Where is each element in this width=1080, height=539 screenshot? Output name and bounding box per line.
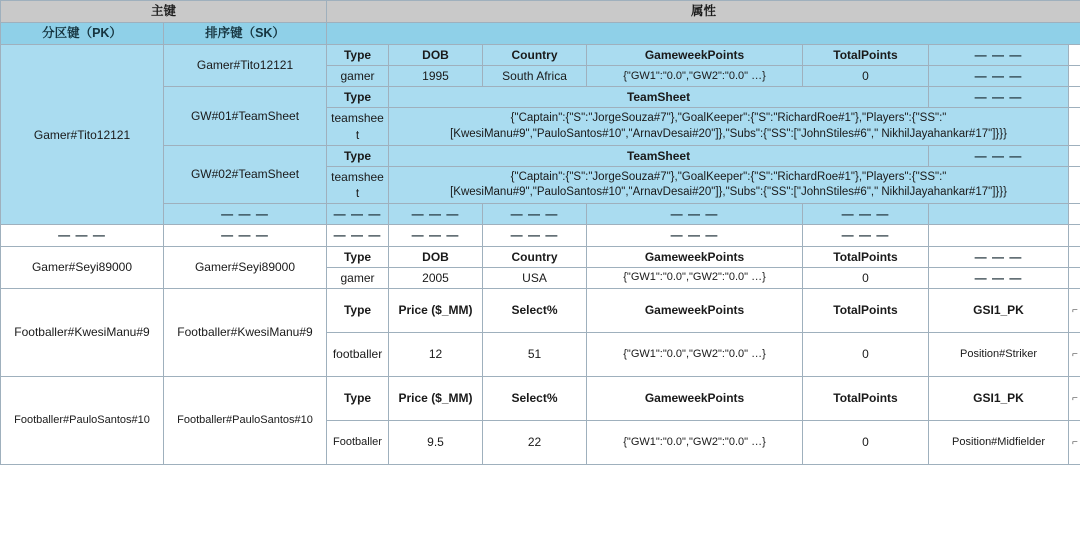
row-overflow-indicator: ⌐ [1069, 421, 1080, 465]
cell-dots: — — — [164, 225, 327, 246]
attr-header-country: Country [483, 246, 587, 267]
attr-header-type: Type [327, 246, 389, 267]
table-row [1, 289, 1080, 333]
item-partition-key-kwesi: Footballer#KwesiManu#9 [1, 289, 164, 377]
attr-header-gsi1-pk: GSI1_PK [929, 377, 1069, 421]
attr-value-type: gamer [327, 267, 389, 288]
attr-value-country: USA [483, 267, 587, 288]
row-overflow-indicator [1069, 204, 1080, 225]
attr-header-type: Type [327, 289, 389, 333]
attr-header-totalpoints: TotalPoints [803, 289, 929, 333]
cell-dots: — — — [164, 204, 327, 225]
attr-value-type: teamsheet [327, 108, 389, 145]
attr-header-dots: — — — [929, 246, 1069, 267]
attr-header-totalpoints: TotalPoints [803, 44, 929, 65]
cell-dots: — — — [389, 204, 483, 225]
attr-header-type: Type [327, 145, 389, 166]
attr-value-dob: 1995 [389, 65, 483, 86]
attr-header-teamsheet: TeamSheet [389, 87, 929, 108]
cell-dots: — — — [483, 225, 587, 246]
attr-value-teamsheet: {"Captain":{"S":"JorgeSouza#7"},"GoalKeeper":{"S":"RichardRoe#1"},"Players":{"SS":" [KwesiManu#9","PauloSantos#10","ArnavDesai#20"]},"Subs":{"SS":["JohnStiles#6"," NikhilJayahankar#17"]}}} [389, 166, 1069, 203]
attr-value-type: gamer [327, 65, 389, 86]
item-sort-key-kwesi: Footballer#KwesiManu#9 [164, 289, 327, 377]
row-overflow-indicator: ⌐ [1069, 377, 1080, 421]
attr-value-gameweekpoints: {"GW1":"0.0","GW2":"0.0" …} [587, 65, 803, 86]
row-overflow-indicator: ⌐ [1069, 333, 1080, 377]
attr-header-gsi1-pk: GSI1_PK [929, 289, 1069, 333]
cell-dots: — — — [389, 225, 483, 246]
attr-value-type: Footballer [327, 421, 389, 465]
table-row-separator [1, 225, 1080, 246]
cell-dots: — — — [327, 225, 389, 246]
item-sort-key-gw02: GW#02#TeamSheet [164, 145, 327, 204]
cell-dots: — — — [587, 204, 803, 225]
attr-value-price: 9.5 [389, 421, 483, 465]
header-attributes-sub [327, 22, 1080, 44]
row-overflow-indicator [1069, 44, 1080, 65]
attr-value-type: teamsheet [327, 166, 389, 203]
attr-value-country: South Africa [483, 65, 587, 86]
attr-value-dots: — — — [929, 65, 1069, 86]
attr-value-gsi1-pk: Position#Midfielder [929, 421, 1069, 465]
row-overflow-indicator [1069, 267, 1080, 288]
row-overflow-indicator [1069, 87, 1080, 108]
attr-header-select-pct: Select% [483, 289, 587, 333]
cell-dots [929, 204, 1069, 225]
row-overflow-indicator [1069, 65, 1080, 86]
attr-value-dots: — — — [929, 267, 1069, 288]
attr-value-select-pct: 22 [483, 421, 587, 465]
attr-value-select-pct: 51 [483, 333, 587, 377]
item-partition-key-seyi: Gamer#Seyi89000 [1, 246, 164, 288]
row-overflow-indicator [929, 225, 1069, 246]
row-overflow-indicator [1069, 145, 1080, 166]
row-overflow-indicator [1069, 108, 1080, 145]
attr-header-country: Country [483, 44, 587, 65]
header-row-top [1, 1, 1080, 23]
header-sort-key: 排序键（SK） [164, 22, 327, 44]
table-row [1, 246, 1080, 267]
attr-header-type: Type [327, 87, 389, 108]
attr-header-select-pct: Select% [483, 377, 587, 421]
attr-value-gameweekpoints: {"GW1":"0.0","GW2":"0.0" …} [587, 421, 803, 465]
attr-header-price: Price ($_MM) [389, 289, 483, 333]
cell-dots: — — — [483, 204, 587, 225]
item-sort-key-tito-profile: Gamer#Tito12121 [164, 44, 327, 86]
table-row [1, 377, 1080, 421]
header-partition-key: 分区键（PK） [1, 22, 164, 44]
row-overflow-indicator: ⌐ [1069, 289, 1080, 333]
item-sort-key-seyi: Gamer#Seyi89000 [164, 246, 327, 288]
attr-value-type: footballer [327, 333, 389, 377]
table-row [1, 44, 1080, 65]
attr-header-dob: DOB [389, 246, 483, 267]
cell-dots: — — — [803, 225, 929, 246]
item-partition-key-paulo: Footballer#PauloSantos#10 [1, 377, 164, 465]
cell-dots: — — — [1, 225, 164, 246]
item-sort-key-gw01: GW#01#TeamSheet [164, 87, 327, 146]
attr-header-price: Price ($_MM) [389, 377, 483, 421]
header-attributes: 属性 [327, 1, 1080, 23]
attr-header-totalpoints: TotalPoints [803, 246, 929, 267]
attr-header-totalpoints: TotalPoints [803, 377, 929, 421]
attr-header-gameweekpoints: GameweekPoints [587, 289, 803, 333]
attr-header-dob: DOB [389, 44, 483, 65]
item-sort-key-paulo: Footballer#PauloSantos#10 [164, 377, 327, 465]
cell-dots: — — — [327, 204, 389, 225]
attr-header-gameweekpoints: GameweekPoints [587, 246, 803, 267]
attr-header-type: Type [327, 377, 389, 421]
attr-value-totalpoints: 0 [803, 333, 929, 377]
attr-header-gameweekpoints: GameweekPoints [587, 377, 803, 421]
cell-dots: — — — [803, 204, 929, 225]
item-partition-key-tito: Gamer#Tito12121 [1, 44, 164, 225]
attr-value-price: 12 [389, 333, 483, 377]
attr-header-teamsheet: TeamSheet [389, 145, 929, 166]
attr-value-gameweekpoints: {"GW1":"0.0","GW2":"0.0" …} [587, 333, 803, 377]
attr-value-totalpoints: 0 [803, 421, 929, 465]
attr-header-gameweekpoints: GameweekPoints [587, 44, 803, 65]
attr-value-totalpoints: 0 [803, 65, 929, 86]
row-overflow-indicator [1069, 166, 1080, 203]
attr-header-dots: — — — [929, 44, 1069, 65]
attr-header-dots: — — — [929, 145, 1069, 166]
attr-value-gsi1-pk: Position#Striker [929, 333, 1069, 377]
attr-value-gameweekpoints: {"GW1":"0.0","GW2":"0.0" …} [587, 267, 803, 288]
attr-header-dots: — — — [929, 87, 1069, 108]
attr-header-type: Type [327, 44, 389, 65]
cell-dots: — — — [587, 225, 803, 246]
header-primary-key: 主键 [1, 1, 327, 23]
attr-value-dob: 2005 [389, 267, 483, 288]
row-overflow-indicator [1069, 246, 1080, 267]
header-row-sub [1, 22, 1080, 44]
attr-value-totalpoints: 0 [803, 267, 929, 288]
attr-value-teamsheet: {"Captain":{"S":"JorgeSouza#7"},"GoalKeeper":{"S":"RichardRoe#1"},"Players":{"SS":" [KwesiManu#9","PauloSantos#10","ArnavDesai#20"]},"Subs":{"SS":["JohnStiles#6"," NikhilJayahankar#17"]}}} [389, 108, 1069, 145]
